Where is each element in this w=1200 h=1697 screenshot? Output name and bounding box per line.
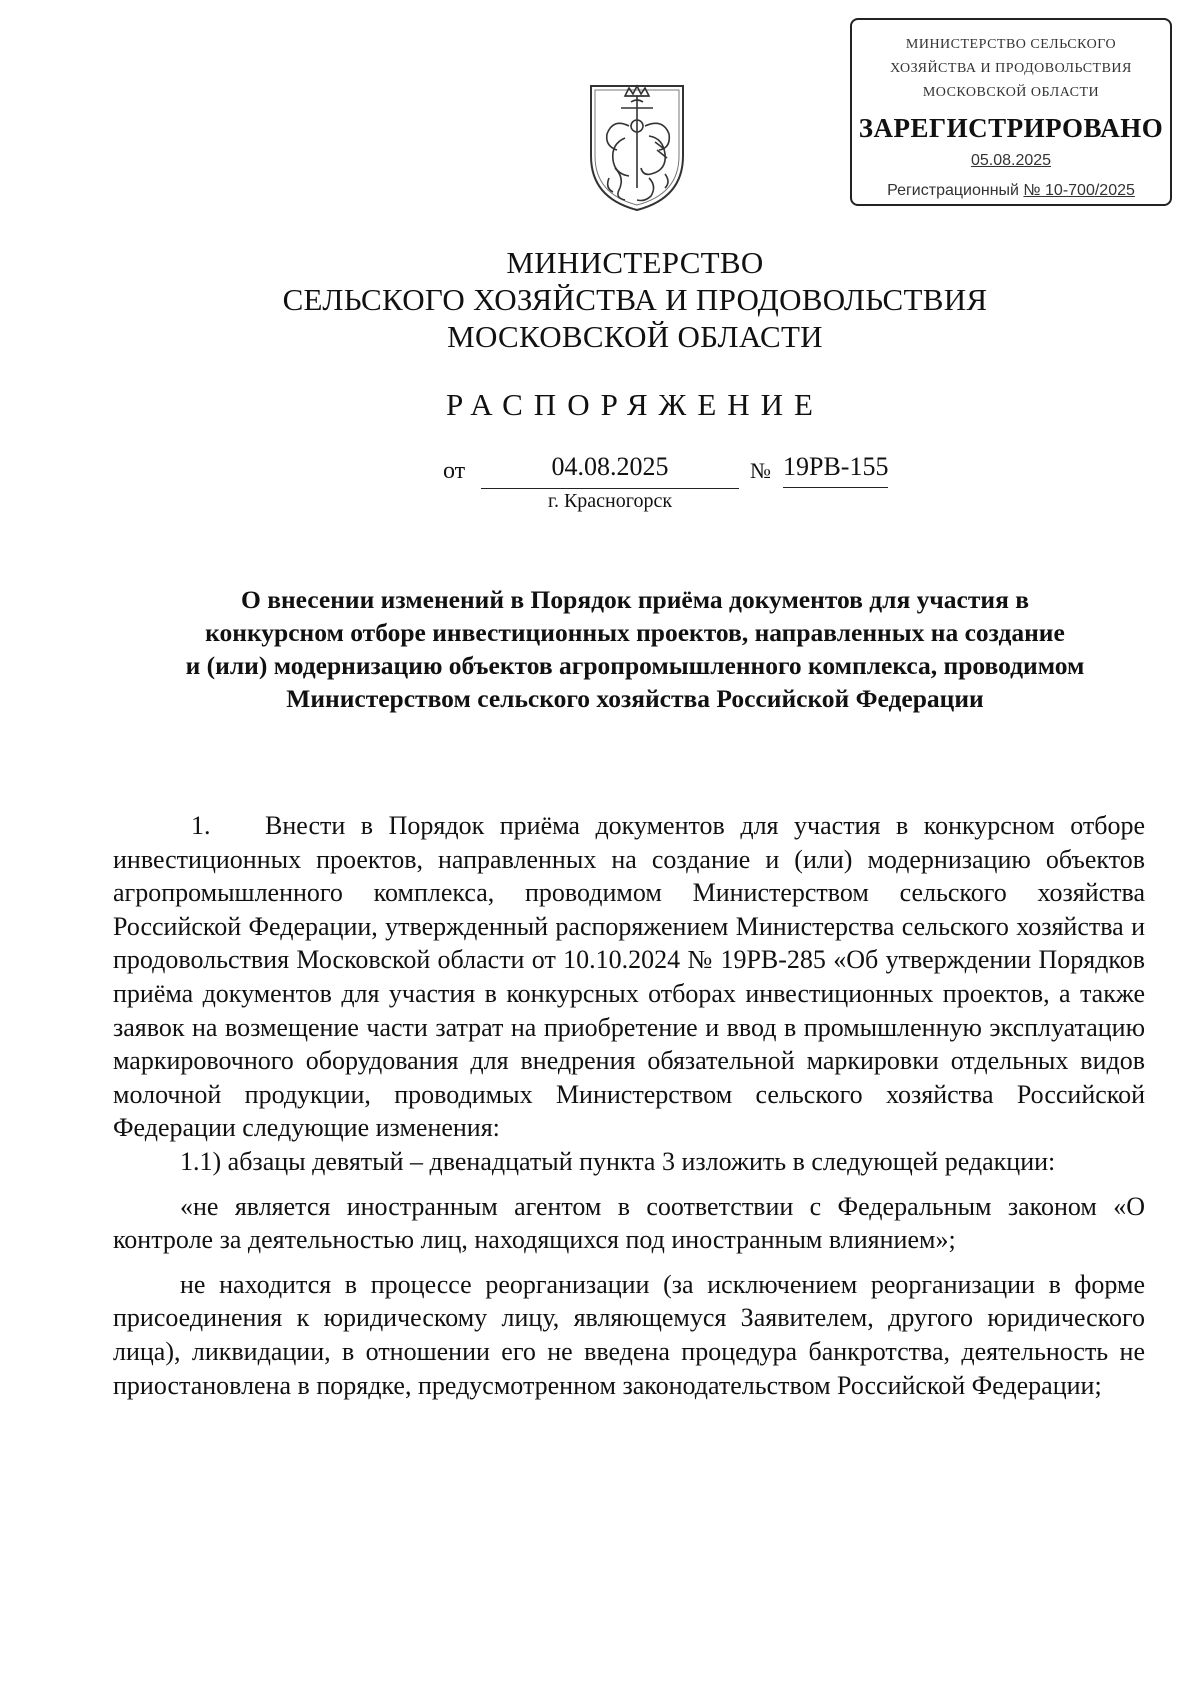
- stamp-status: ЗАРЕГИСТРИРОВАНО: [858, 113, 1164, 143]
- ministry-line-2: СЕЛЬСКОГО ХОЗЯЙСТВА И ПРОДОВОЛЬСТВИЯ: [282, 282, 988, 317]
- ministry-name: [0, 244, 1200, 355]
- ministry-line-1: МИНИСТЕРСТВО: [506, 245, 764, 280]
- paragraph-1-1: 1.1) абзацы девятый – двенадцатый пункта 3 изложить в следующей редакции:: [180, 1146, 1056, 1176]
- stamp-org-line-2: ХОЗЯЙСТВА И ПРОДОВОЛЬСТВИЯ: [890, 61, 1132, 76]
- document-type: РАСПОРЯЖЕНИЕ: [446, 387, 824, 422]
- document-number: [783, 452, 888, 482]
- paragraph-1-number: 1.: [191, 811, 211, 840]
- ministry-line-3: МОСКОВСКОЙ ОБЛАСТИ: [447, 319, 823, 354]
- registration-stamp: [850, 18, 1172, 206]
- paragraph-foreign-agent: «не является иностранным агентом в соответствии с Федеральным законом «О контроле за деятельностью лиц, находящихся под иностранным влиянием»;: [113, 1191, 1145, 1255]
- document-number-value: 19РВ-155: [783, 452, 888, 488]
- title-line-2: конкурсном отборе инвестиционных проектов, направленных на создание: [205, 618, 1065, 647]
- moscow-oblast-coat-of-arms-icon: [585, 78, 689, 214]
- date-prefix: от: [443, 458, 466, 484]
- document-title: [120, 583, 1150, 715]
- stamp-org-line-1: МИНИСТЕРСТВО СЕЛЬСКОГО: [905, 37, 1117, 52]
- document-place: г. Красногорск: [548, 490, 673, 512]
- paragraph-1: [113, 809, 1145, 1145]
- title-line-1: О внесении изменений в Порядок приёма документов для участия в: [240, 585, 1030, 614]
- number-label: №: [750, 458, 771, 483]
- stamp-reg-number: [852, 180, 1170, 202]
- stamp-reg-label: Регистрационный: [887, 182, 1019, 199]
- stamp-date: 05.08.2025: [970, 152, 1052, 169]
- paragraph-1-text: Внести в Порядок приёма документов для участия в конкурсном отборе инвестиционных проектов, направленных на создание и (или) модернизацию объектов агропромышленного комплекса, проводимом Министерством сельского хозяйства Российской Федерации, утвержденный распоряжением Министерства сельского хозяйства и продовольствия Московской области от 10.10.2024 № 19РВ-285 «Об утверждении Порядков приёма документов для участия в конкурсных отборах инвестиционных проектов, а также заявок на возмещение части затрат на приобретение и ввод в промышленную эксплуатацию маркировочного оборудования для внедрения обязательной маркировки отдельных видов молочной продукции, проводимых Министерством сельского хозяйства Российской Федерации следующие изменения:: [113, 811, 1145, 1143]
- title-line-3: и (или) модернизацию объектов агропромышленного комплекса, проводимом: [185, 651, 1085, 680]
- title-line-4: Министерством сельского хозяйства Российской Федерации: [286, 684, 984, 713]
- document-body: [113, 809, 1145, 1402]
- document-date: 04.08.2025: [481, 452, 739, 489]
- stamp-reg-number-value: № 10-700/2025: [1023, 182, 1135, 199]
- paragraph-reorganization: не находится в процессе реорганизации (за исключением реорганизации в форме присоединения к юридическому лицу, являющемуся Заявителем, другого юридического лица), ликвидации, в отношении его не введена процедура банкротства, деятельность не приостановлена в порядке, предусмотренном законодательством Российской Федерации;: [113, 1269, 1145, 1400]
- stamp-org-line-3: МОСКОВСКОЙ ОБЛАСТИ: [922, 85, 1100, 100]
